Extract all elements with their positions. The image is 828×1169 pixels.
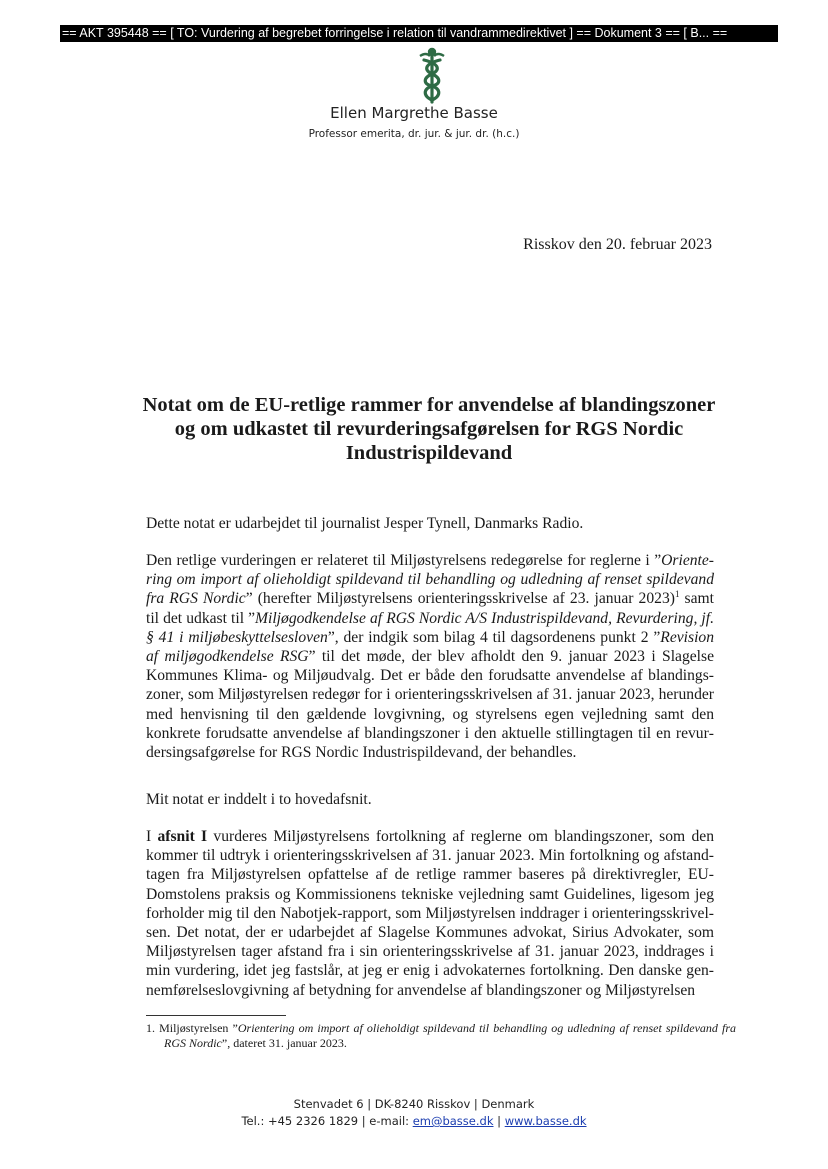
- caduceus-icon: [414, 46, 450, 106]
- paragraph-context: Den retlige vurderingen er relateret til Miljøstyrelsens redegørelse for reglerne i ”Orientering om import af olieholdigt spildevand til behandling og udledning af renset spildevand fra RGS Nordic” (herefter Miljøstyrelsens orienteringsskrivelse af 23. januar 2023)$^1$ samt til det udkast til ”Miljøgodkendelse af RGS Nordic A/S Industrispildevand, Revurdering, jf. § 41 i miljøbeskyttelsesloven”, der indgik som bilag 4 til dagsordenens punkt 2 ”Revision af miljøgodkendelse RSG” til det møde, der blev afholdt den 9. januar 2023 i Slagelse Kommunes Klima- og Miljøudvalg. Det er både den forudsatte anvendelse af blandingszoner, som Miljøstyrelsen redegør for i orienteringsskrivelsen af 31. januar 2023, herunder med henvisning til den gældende lovgivning, og styrelsens egen vejledning samt den konkrete forudsatte anvendelse af blandingszoner i den aktuelle stillingtagen til en revurdersingsafgørelse for RGS Nordic Industrispildevand, der behandles.: [146, 552, 714, 762]
- footer-contact: Tel.: +45 2326 1829 | e-mail: em@basse.dk | www.basse.dk: [241, 1114, 587, 1128]
- author-name: Ellen Margrethe Basse: [330, 104, 498, 122]
- document-banner: == AKT 395448 == [ TO: Vurdering af begrebet forringelse i relation til vandrammedirektivet ] == Dokument 3 == [ B... ==: [60, 25, 778, 42]
- paragraph-section-one: I afsnit I vurderes Miljøstyrelsens fortolkning af reglerne om blandingszoner, som den kommer til udtryk i orienteringsskrivelsen af 31. januar 2023. Min fortolkning og afstandtagen fra Miljøstyrelsen opfattelse af de retlige rammer baseres på direktivregler, EU-Domstolens praksis og Kommissionens tekniske vejledning samt Guidelines, ligesom jeg forholder mig til den Nabotjek-rapport, som Miljøstyrelsen inddrager i orienteringsskrivelsen. Det notat, der er udarbejdet af Slagelse Kommunes advokat, Sirius Advokater, som Miljøstyrelsen tager afstand fra i sin orienteringsskrivelse af 31. januar 2023, inddrages i min vurdering, idet jeg fastslår, at jeg er enig i advokaternes fortolkning. Den danske gennemførelseslovgivning af betydning for anvendelse af blandingszoner og Miljøstyrelsen: [146, 828, 714, 999]
- footnote-divider: [146, 1015, 286, 1016]
- document-date: Risskov den 20. februar 2023: [523, 236, 712, 253]
- paragraph-intro: Dette notat er udarbejdet til journalist Jesper Tynell, Danmarks Radio.: [146, 515, 584, 532]
- author-title: Professor emerita, dr. jur. & jur. dr. (h.c.): [308, 128, 520, 140]
- website-link[interactable]: www.basse.dk: [504, 1114, 587, 1128]
- footer-address: Stenvadet 6 | DK-8240 Risskov | Denmark: [293, 1097, 535, 1111]
- paragraph-structure: Mit notat er inddelt i to hovedafsnit.: [146, 791, 372, 808]
- email-link[interactable]: em@basse.dk: [412, 1114, 494, 1128]
- footnote: 1. Miljøstyrelsen ”Orientering om import af olieholdigt spildevand til behandling og udledning af renset spildevand fra RGS Nordic”, dateret 31. januar 2023.: [146, 1021, 736, 1050]
- footnote-ref: 1: [674, 589, 680, 600]
- document-title: Notat om de EU-retlige rammer for anvendelse af blandingszoner og om udkastet til revurderingsafgørelsen for RGS Nordic Industrispildevand: [142, 394, 716, 464]
